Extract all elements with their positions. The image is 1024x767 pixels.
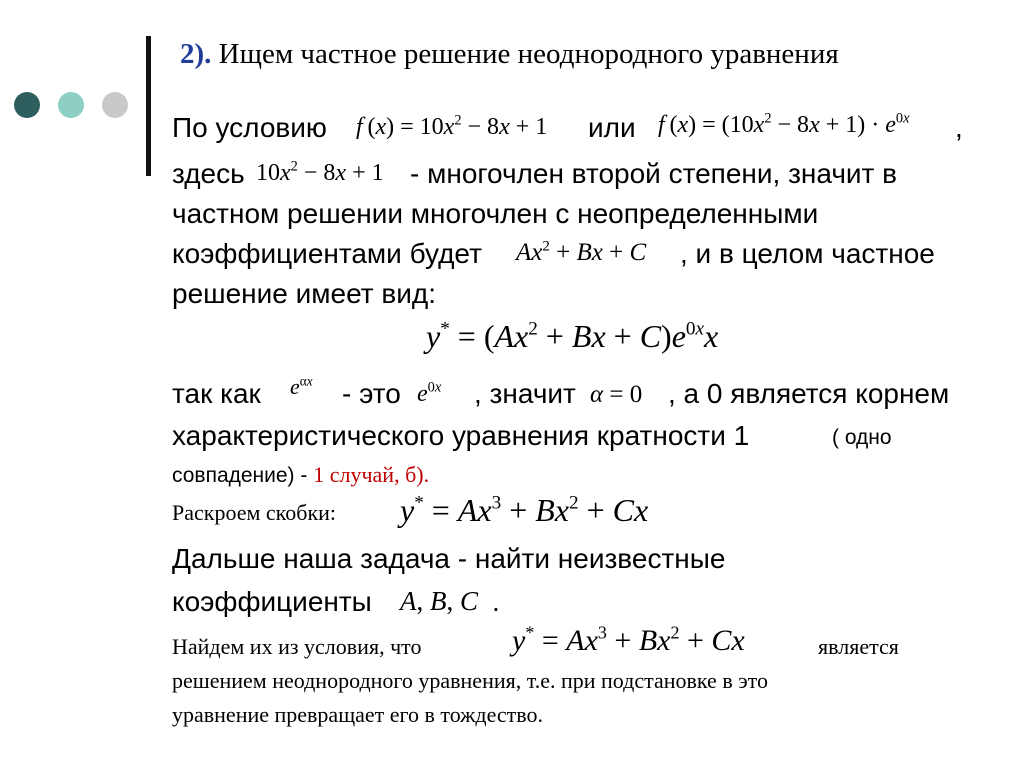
- formula-expanded-2: $y^* = Ax^3 + Bx^2 + Cx$: [512, 622, 745, 657]
- formula-alpha0: α = 0: [590, 381, 643, 408]
- formula-ystar: $y^* = (Ax^2 + Bx + C)e^{0x}x$: [426, 318, 719, 354]
- text-ili: или: [588, 112, 636, 143]
- text-raskroem: Раскроем скобки:: [172, 500, 337, 525]
- formula-e0x: $e^{0x}$: [417, 379, 442, 407]
- text-line-6d: , а 0 является корнем: [668, 378, 950, 409]
- text-line-8: [172, 462, 429, 488]
- formula-f1: f $(x) = 10x^2 - 8x + 1$: [356, 112, 548, 140]
- text-po-usloviyu: По условию: [172, 112, 327, 143]
- formula-eax: $e^{\alpha x}$: [290, 373, 313, 399]
- formula-f2: f $(x) = (10x^2 - 8x + 1) \cdot e^{0x}$: [658, 110, 910, 138]
- text-line-5: решение имеет вид:: [172, 278, 436, 309]
- text-case-highlight: 1 случай, б).: [313, 462, 430, 487]
- line-1: [172, 112, 327, 144]
- text-line-3: частном решении многочлен с неопределенными: [172, 198, 819, 229]
- text-koefficienty: коэффициенты: [172, 586, 372, 617]
- formula-abc: A, B, C: [400, 586, 479, 616]
- dot-dark-teal: [14, 92, 40, 118]
- comma-1: ,: [955, 112, 963, 143]
- formula-poly: $10x^2 - 8x + 1$: [256, 158, 384, 186]
- formula-expanded: $y^* = Ax^3 + Bx^2 + Cx$: [400, 492, 649, 528]
- formula-quad: $Ax^2 + Bx + C$: [516, 238, 647, 266]
- text-line-13: решением неоднородного уравнения, т.е. при подстановке в это: [172, 668, 768, 693]
- text-line-4a: коэффициентами будет: [172, 238, 482, 269]
- text-znachit: , значит: [474, 378, 576, 409]
- text-zdes: здесь: [172, 158, 245, 189]
- dot-light-teal: [58, 92, 84, 118]
- text-tak-kak: так как: [172, 378, 261, 409]
- title-number: 2).: [180, 38, 212, 70]
- slide-title: [180, 38, 839, 71]
- text-line-12a: Найдем их из условия, что: [172, 634, 422, 659]
- text-line-10: Дальше наша задача - найти неизвестные: [172, 543, 726, 574]
- title-text: Ищем частное решение неоднородного уравнения: [218, 38, 839, 70]
- text-line-12b: является: [818, 634, 899, 659]
- text-period: .: [492, 586, 500, 617]
- text-line-2: - многочлен второй степени, значит в: [410, 158, 898, 189]
- text-line-7a: характеристического уравнения кратности 1: [172, 420, 750, 451]
- vertical-divider: [146, 36, 151, 176]
- dot-gray: [102, 92, 128, 118]
- text-eto: - это: [342, 378, 401, 409]
- text-line-4b: , и в целом частное: [680, 238, 935, 269]
- text-sovpadenie: совпадение) -: [172, 464, 308, 487]
- text-line-7b: ( одно: [832, 426, 892, 449]
- text-line-14: уравнение превращает его в тождество.: [172, 702, 544, 727]
